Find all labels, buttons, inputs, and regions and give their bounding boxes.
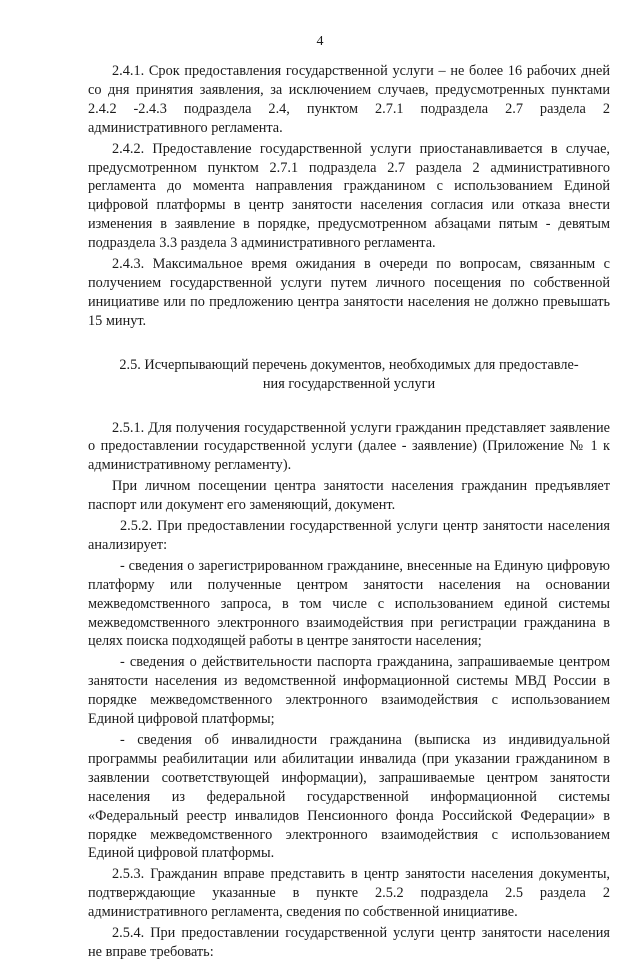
paragraph-2-5-3: 2.5.3. Гражданин вправе представить в центр занятости населения документы, подтверждающие указанные в пункте 2.5.2 подраздела 2.5 раздела 2 административного регламента, сведения по собственной инициативе. — [88, 866, 610, 921]
paragraph-2-5-4: 2.5.4. При предоставлении государственной услуги центр занятости населения не вправе требовать: — [88, 925, 610, 960]
section-heading-2-5 — [88, 356, 610, 394]
paragraph-2-5-1: 2.5.1. Для получения государственной услуги гражданин представляет заявление о предоставлении государственной услуги (далее - заявление) (Приложение № 1 к административному регламенту). — [88, 419, 610, 474]
paragraph-2-4-1: 2.4.1. Срок предоставления государственной услуги – не более 16 рабочих дней со дня принятия заявления, за исключением случаев, предусмотренных пунктами 2.4.2 -2.4.3 подраздела 2.4, пунктом 2.7.1 подраздела 2.7 раздела 2 административного регламента. — [88, 63, 610, 136]
paragraph-2-4-2: 2.4.2. Предоставление государственной услуги приостанавливается в случае, предусмотренном пунктом 2.7.1 подраздела 2.7 раздела 2 административного регламента до момента направления гражданином с использованием Единой цифровой платформы в центр занятости населения согласия или отказа внести изменения в заявление в порядке, предусмотренном абзацами пятым - девятым подраздела 3.3 раздела 3 административного регламента. — [88, 140, 610, 252]
list-item-disability-info: - сведения об инвалидности гражданина (выписка из индивидуальной программы реабилитации или абилитации инвалида (при указании гражданином в заявлении соответствующей информации), запрашиваемые центром занятости населения из федеральной государственной информационной системы «Федеральный реестр инвалидов Пенсионного фонда Российской Федерации» в порядке межведомственного электронного взаимодействия с использованием Единой цифровой платформы. — [88, 732, 610, 862]
section-heading-line-2: ния государственной услуги — [262, 375, 436, 392]
list-item-registered-citizen: - сведения о зарегистрированном гражданине, внесенные на Единую цифровую платформу или полученные центром занятости населения на основании межведомственного запроса, в том числе с использованием единой системы межведомственного электронного взаимодействия при регистрации гражданина в целях поиска подходящей работы в центре занятости населения; — [88, 557, 610, 650]
paragraph-2-5-2: 2.5.2. При предоставлении государственной услуги центр занятости населения анализирует: — [88, 518, 610, 553]
paragraph-2-5-1-passport: При личном посещении центра занятости населения гражданин предъявляет паспорт или документ его заменяющий, документ. — [88, 478, 610, 514]
list-item-passport-validity: - сведения о действительности паспорта гражданина, запрашиваемые центром занятости населения из ведомственной информационной системы МВД России в порядке межведомственного электронного взаимодействия с использованием Единой цифровой платформы; — [88, 654, 610, 728]
paragraph-2-4-3: 2.4.3. Максимальное время ожидания в очереди по вопросам, связанным с получением государственной услуги путем личного посещения по собственной инициативе или по предложению центра занятости населения не должно превышать 15 минут. — [88, 256, 610, 329]
section-heading-line-1: 2.5. Исчерпывающий перечень документов, необходимых для предоставле- — [119, 356, 579, 373]
page-number: 4 — [316, 34, 324, 49]
document-body — [88, 62, 610, 962]
